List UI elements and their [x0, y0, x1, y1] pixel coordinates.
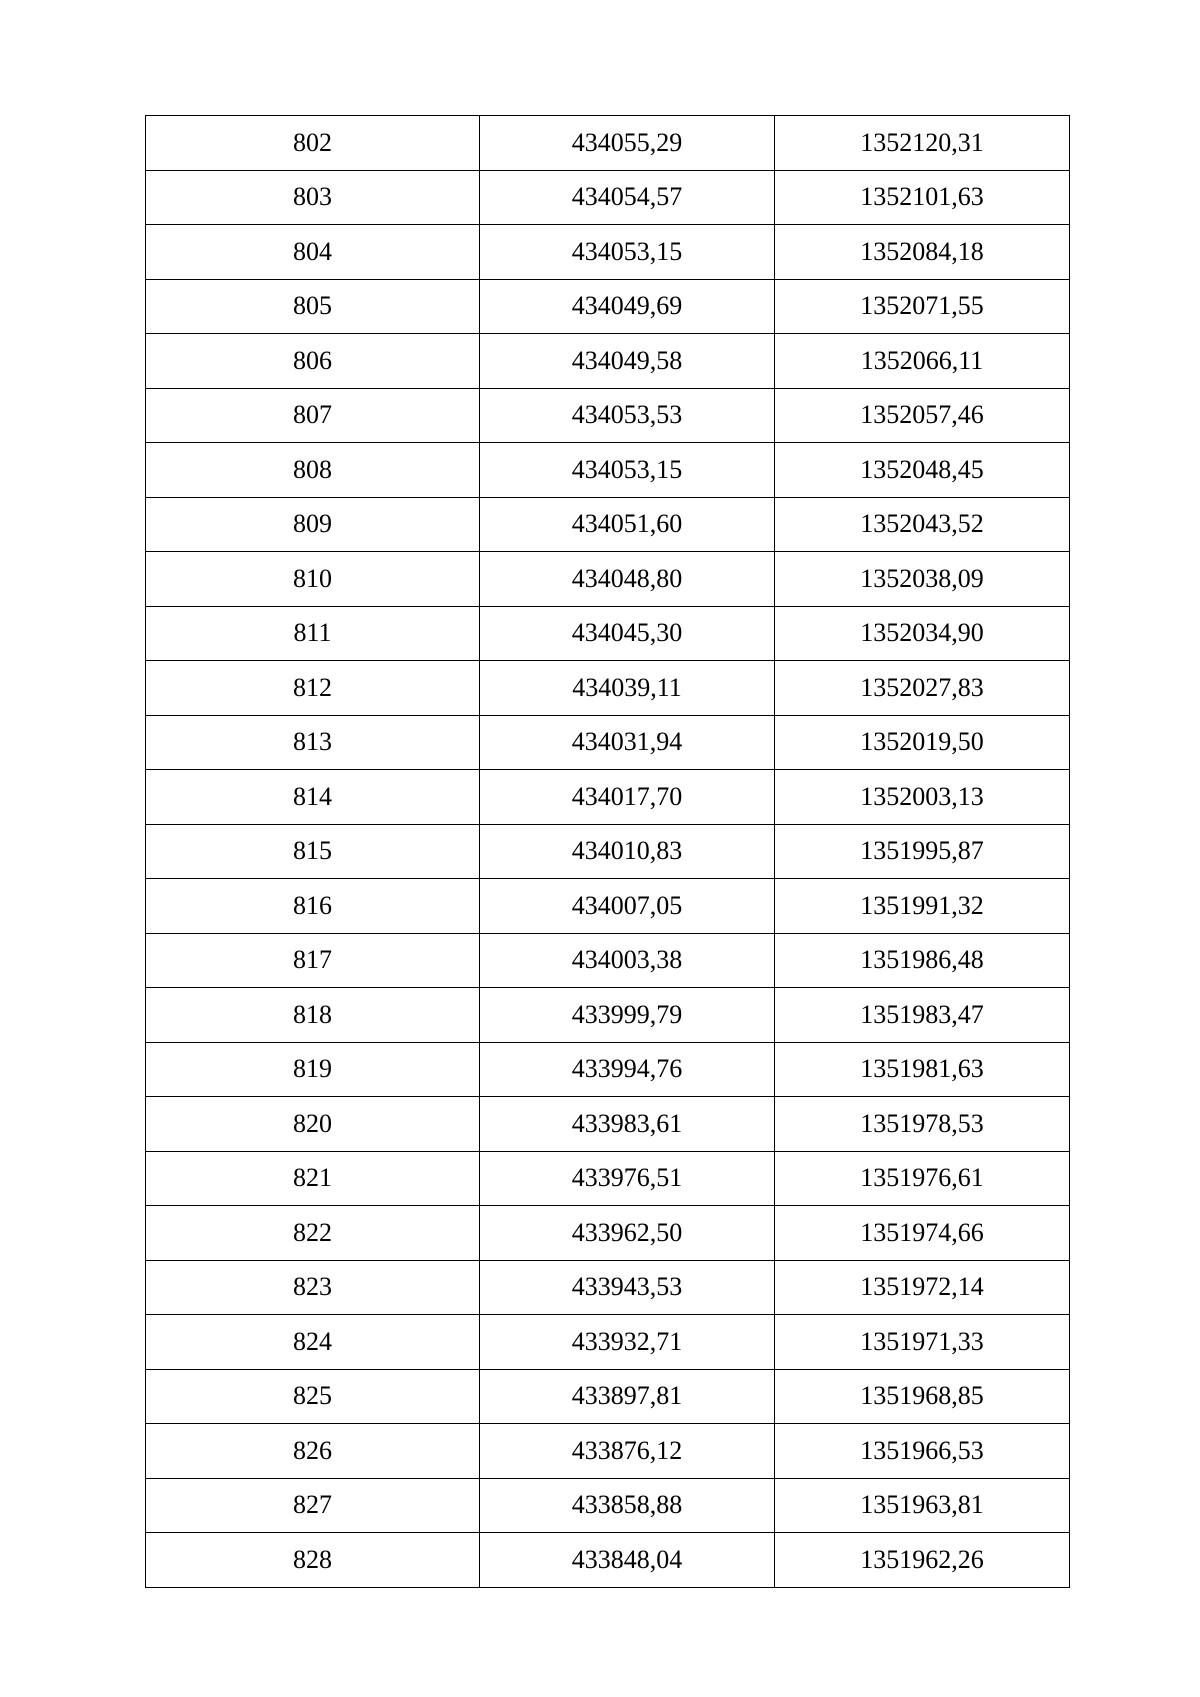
table-row — [146, 770, 1070, 825]
x-coordinate-cell: 434031,94 — [480, 715, 775, 770]
x-coordinate-cell: 433897,81 — [480, 1369, 775, 1424]
x-coordinate-cell: 434048,80 — [480, 552, 775, 607]
x-coordinate-cell: 433983,61 — [480, 1097, 775, 1152]
table-row — [146, 279, 1070, 334]
point-number-cell: 824 — [146, 1315, 480, 1370]
x-coordinate-cell: 433976,51 — [480, 1151, 775, 1206]
table-row — [146, 1478, 1070, 1533]
point-number-cell: 817 — [146, 933, 480, 988]
point-number-cell: 807 — [146, 388, 480, 443]
x-coordinate-cell: 433932,71 — [480, 1315, 775, 1370]
x-coordinate-cell: 434049,69 — [480, 279, 775, 334]
table-row — [146, 1206, 1070, 1261]
table-row — [146, 879, 1070, 934]
y-coordinate-cell: 1352027,83 — [775, 661, 1070, 716]
y-coordinate-cell: 1351962,26 — [775, 1533, 1070, 1588]
table-row — [146, 552, 1070, 607]
y-coordinate-cell: 1352043,52 — [775, 497, 1070, 552]
point-number-cell: 814 — [146, 770, 480, 825]
table-row — [146, 606, 1070, 661]
x-coordinate-cell: 434054,57 — [480, 170, 775, 225]
y-coordinate-cell: 1351991,32 — [775, 879, 1070, 934]
table-row — [146, 334, 1070, 389]
point-number-cell: 816 — [146, 879, 480, 934]
y-coordinate-cell: 1352003,13 — [775, 770, 1070, 825]
y-coordinate-cell: 1352084,18 — [775, 225, 1070, 280]
table-row — [146, 1369, 1070, 1424]
point-number-cell: 809 — [146, 497, 480, 552]
x-coordinate-cell: 433876,12 — [480, 1424, 775, 1479]
table-row — [146, 715, 1070, 770]
point-number-cell: 820 — [146, 1097, 480, 1152]
y-coordinate-cell: 1352048,45 — [775, 443, 1070, 498]
y-coordinate-cell: 1352101,63 — [775, 170, 1070, 225]
y-coordinate-cell: 1352057,46 — [775, 388, 1070, 443]
table-row — [146, 443, 1070, 498]
coordinates-table-body — [146, 116, 1070, 1588]
y-coordinate-cell: 1351986,48 — [775, 933, 1070, 988]
y-coordinate-cell: 1352019,50 — [775, 715, 1070, 770]
table-row — [146, 225, 1070, 280]
point-number-cell: 808 — [146, 443, 480, 498]
point-number-cell: 805 — [146, 279, 480, 334]
table-row — [146, 170, 1070, 225]
y-coordinate-cell: 1351974,66 — [775, 1206, 1070, 1261]
x-coordinate-cell: 433994,76 — [480, 1042, 775, 1097]
y-coordinate-cell: 1351983,47 — [775, 988, 1070, 1043]
x-coordinate-cell: 434053,15 — [480, 225, 775, 280]
table-row — [146, 824, 1070, 879]
table-row — [146, 933, 1070, 988]
y-coordinate-cell: 1351968,85 — [775, 1369, 1070, 1424]
point-number-cell: 811 — [146, 606, 480, 661]
table-row — [146, 1097, 1070, 1152]
point-number-cell: 815 — [146, 824, 480, 879]
x-coordinate-cell: 434053,15 — [480, 443, 775, 498]
x-coordinate-cell: 434049,58 — [480, 334, 775, 389]
y-coordinate-cell: 1351966,53 — [775, 1424, 1070, 1479]
point-number-cell: 822 — [146, 1206, 480, 1261]
point-number-cell: 813 — [146, 715, 480, 770]
point-number-cell: 802 — [146, 116, 480, 171]
point-number-cell: 825 — [146, 1369, 480, 1424]
y-coordinate-cell: 1351971,33 — [775, 1315, 1070, 1370]
table-row — [146, 1042, 1070, 1097]
y-coordinate-cell: 1352034,90 — [775, 606, 1070, 661]
x-coordinate-cell: 434010,83 — [480, 824, 775, 879]
y-coordinate-cell: 1352120,31 — [775, 116, 1070, 171]
table-row — [146, 661, 1070, 716]
point-number-cell: 819 — [146, 1042, 480, 1097]
x-coordinate-cell: 434045,30 — [480, 606, 775, 661]
x-coordinate-cell: 433858,88 — [480, 1478, 775, 1533]
x-coordinate-cell: 434007,05 — [480, 879, 775, 934]
y-coordinate-cell: 1351978,53 — [775, 1097, 1070, 1152]
table-row — [146, 497, 1070, 552]
y-coordinate-cell: 1352071,55 — [775, 279, 1070, 334]
point-number-cell: 803 — [146, 170, 480, 225]
point-number-cell: 806 — [146, 334, 480, 389]
point-number-cell: 804 — [146, 225, 480, 280]
table-row — [146, 1424, 1070, 1479]
point-number-cell: 812 — [146, 661, 480, 716]
point-number-cell: 828 — [146, 1533, 480, 1588]
x-coordinate-cell: 433943,53 — [480, 1260, 775, 1315]
table-row — [146, 388, 1070, 443]
y-coordinate-cell: 1351976,61 — [775, 1151, 1070, 1206]
x-coordinate-cell: 434055,29 — [480, 116, 775, 171]
y-coordinate-cell: 1352038,09 — [775, 552, 1070, 607]
x-coordinate-cell: 433999,79 — [480, 988, 775, 1043]
x-coordinate-cell: 434053,53 — [480, 388, 775, 443]
point-number-cell: 826 — [146, 1424, 480, 1479]
table-row — [146, 988, 1070, 1043]
point-number-cell: 821 — [146, 1151, 480, 1206]
y-coordinate-cell: 1351963,81 — [775, 1478, 1070, 1533]
table-row — [146, 1533, 1070, 1588]
y-coordinate-cell: 1351995,87 — [775, 824, 1070, 879]
point-number-cell: 823 — [146, 1260, 480, 1315]
table-row — [146, 1315, 1070, 1370]
table-row — [146, 116, 1070, 171]
y-coordinate-cell: 1352066,11 — [775, 334, 1070, 389]
point-number-cell: 810 — [146, 552, 480, 607]
x-coordinate-cell: 434003,38 — [480, 933, 775, 988]
x-coordinate-cell: 434039,11 — [480, 661, 775, 716]
y-coordinate-cell: 1351972,14 — [775, 1260, 1070, 1315]
x-coordinate-cell: 434051,60 — [480, 497, 775, 552]
x-coordinate-cell: 433848,04 — [480, 1533, 775, 1588]
coordinates-table — [145, 115, 1070, 1588]
x-coordinate-cell: 434017,70 — [480, 770, 775, 825]
x-coordinate-cell: 433962,50 — [480, 1206, 775, 1261]
point-number-cell: 827 — [146, 1478, 480, 1533]
point-number-cell: 818 — [146, 988, 480, 1043]
table-row — [146, 1151, 1070, 1206]
table-row — [146, 1260, 1070, 1315]
y-coordinate-cell: 1351981,63 — [775, 1042, 1070, 1097]
